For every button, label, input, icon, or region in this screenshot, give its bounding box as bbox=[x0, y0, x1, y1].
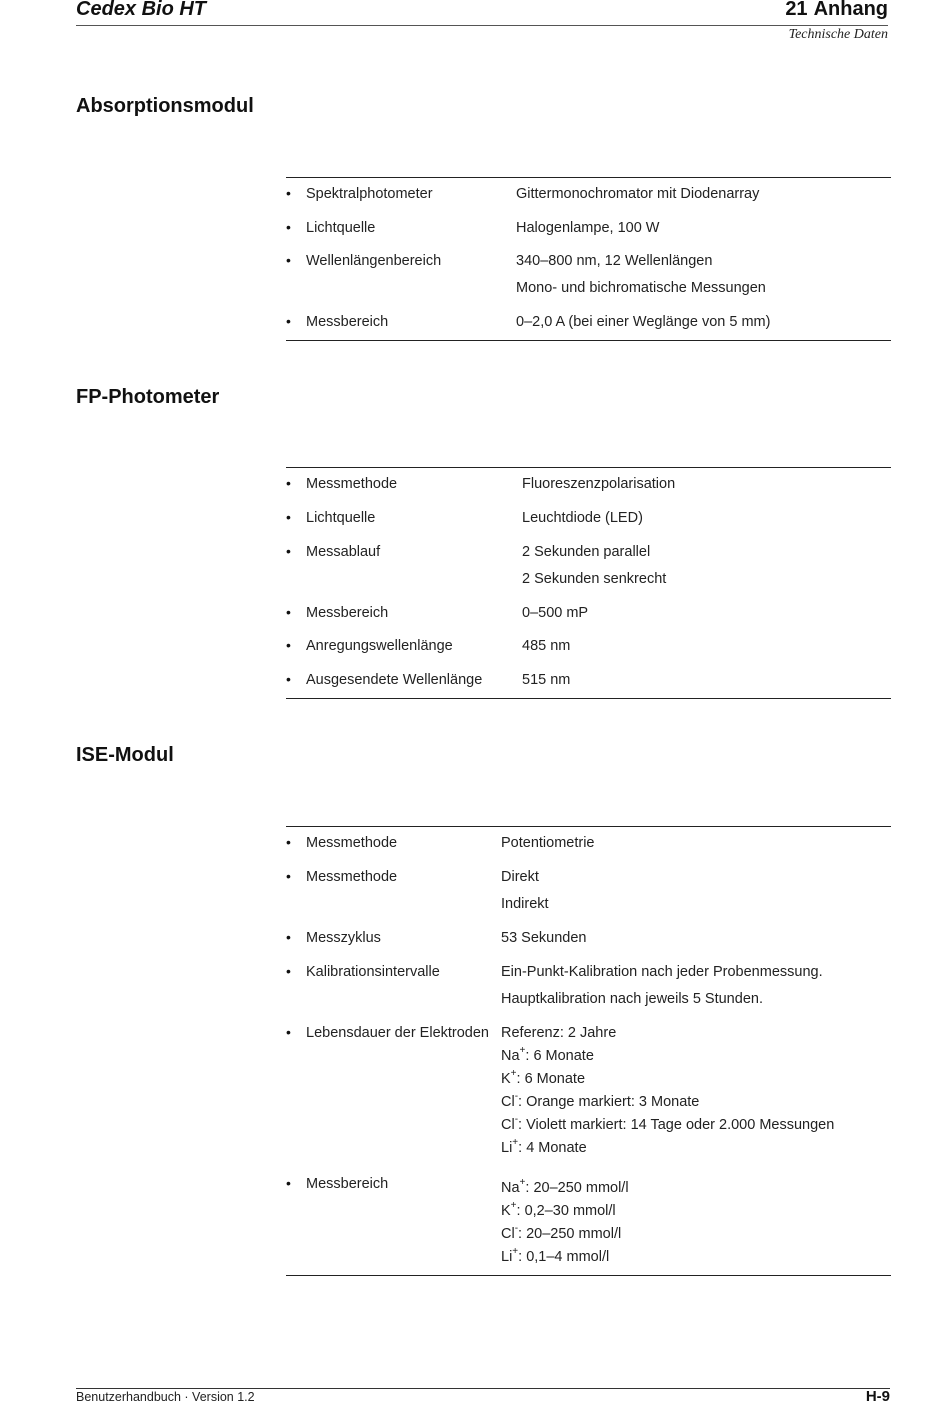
bullet-marker: • bbox=[286, 252, 291, 268]
ion-value: : 20–250 mmol/l bbox=[525, 1180, 629, 1196]
ion-symbol: Li bbox=[501, 1140, 513, 1156]
bullet-marker: • bbox=[286, 963, 291, 979]
document-title: Cedex Bio HT bbox=[76, 0, 207, 20]
spec-label: Ausgesendete Wellenlänge bbox=[306, 672, 483, 688]
spec-value-line bbox=[501, 1091, 700, 1110]
bullet-marker: • bbox=[286, 219, 291, 235]
spec-label: Messzyklus bbox=[306, 930, 381, 946]
spec-value-line: 0–500 mP bbox=[522, 605, 589, 621]
section-title-absorption: Absorptionsmodul bbox=[76, 95, 254, 117]
spec-value-line: Fluoreszenzpolarisation bbox=[522, 476, 676, 492]
bullet-marker: • bbox=[286, 185, 291, 201]
spec-value-line: Hauptkalibration nach jeweils 5 Stunden. bbox=[501, 991, 763, 1007]
bullet-marker: • bbox=[286, 313, 291, 329]
spec-label: Messmethode bbox=[306, 869, 398, 885]
spec-label: Lichtquelle bbox=[306, 220, 376, 236]
spec-value-line: 0–2,0 A (bei einer Weglänge von 5 mm) bbox=[516, 314, 771, 330]
ion-charge: - bbox=[514, 1114, 519, 1126]
ion-symbol: Li bbox=[501, 1249, 513, 1265]
spec-value-line: 340–800 nm, 12 Wellenlängen bbox=[516, 253, 713, 269]
ion-charge: - bbox=[514, 1091, 519, 1103]
ion-charge: + bbox=[510, 1200, 517, 1212]
spec-value-line bbox=[501, 1045, 594, 1064]
spec-label: Messmethode bbox=[306, 835, 398, 851]
footer-text: Benutzerhandbuch · Version 1.2 bbox=[76, 1390, 255, 1404]
bullet-marker: • bbox=[286, 543, 291, 559]
spec-label: Messbereich bbox=[306, 605, 389, 621]
ion-value: : 0,2–30 mmol/l bbox=[516, 1203, 616, 1219]
spec-label: Lebensdauer der Elektroden bbox=[306, 1025, 489, 1041]
ion-charge: + bbox=[519, 1177, 526, 1189]
ion-symbol: Referenz bbox=[501, 1025, 560, 1041]
ion-symbol: Na bbox=[501, 1048, 520, 1064]
ion-symbol: Cl bbox=[501, 1117, 515, 1133]
ion-symbol: K bbox=[501, 1071, 511, 1087]
spec-value-line: 2 Sekunden senkrecht bbox=[522, 571, 667, 587]
ion-symbol: K bbox=[501, 1203, 511, 1219]
spec-label: Messablauf bbox=[306, 544, 381, 560]
spec-label: Messmethode bbox=[306, 476, 398, 492]
spec-value-line bbox=[501, 1246, 610, 1265]
spec-label: Kalibrationsintervalle bbox=[306, 964, 440, 980]
spec-value-line: 2 Sekunden parallel bbox=[522, 544, 651, 560]
spec-value-line: 485 nm bbox=[522, 638, 571, 654]
footer-divider bbox=[76, 1388, 890, 1389]
spec-value-line: Leuchtdiode (LED) bbox=[522, 510, 643, 526]
ion-symbol: Na bbox=[501, 1180, 520, 1196]
spec-value-line: Ein-Punkt-Kalibration nach jeder Probenmessung. bbox=[501, 964, 823, 980]
ion-charge: + bbox=[512, 1137, 519, 1149]
ion-value: : 20–250 mmol/l bbox=[518, 1226, 622, 1242]
chapter-name: Anhang bbox=[813, 0, 888, 20]
ion-value: : Violett markiert: 14 Tage oder 2.000 Messungen bbox=[518, 1117, 835, 1133]
ion-charge: - bbox=[514, 1223, 519, 1235]
bullet-marker: • bbox=[286, 475, 291, 491]
ion-value: : 4 Monate bbox=[518, 1140, 587, 1156]
section-title-ise: ISE-Modul bbox=[76, 744, 174, 766]
chapter-heading bbox=[785, 0, 888, 21]
bullet-marker: • bbox=[286, 604, 291, 620]
spec-label: Wellenlängenbereich bbox=[306, 253, 442, 269]
spec-label: Spektralphotometer bbox=[306, 186, 433, 202]
spec-value-line bbox=[501, 1025, 616, 1041]
chapter-number: 21 bbox=[785, 0, 808, 20]
ion-value: : 2 Jahre bbox=[559, 1025, 617, 1041]
ion-value: : 6 Monate bbox=[525, 1048, 594, 1064]
spec-value-line bbox=[501, 1068, 586, 1087]
chapter-subtitle: Technische Daten bbox=[788, 27, 888, 42]
bullet-marker: • bbox=[286, 1024, 291, 1040]
spec-label: Messbereich bbox=[306, 1176, 389, 1192]
bullet-marker: • bbox=[286, 834, 291, 850]
spec-value-line: Indirekt bbox=[501, 896, 549, 912]
bullet-marker: • bbox=[286, 509, 291, 525]
ion-value: : 0,1–4 mmol/l bbox=[518, 1249, 610, 1265]
spec-table-ise bbox=[286, 826, 891, 1276]
ion-charge: + bbox=[512, 1246, 519, 1258]
spec-value-line: Mono- und bichromatische Messungen bbox=[516, 280, 766, 296]
bullet-marker: • bbox=[286, 1175, 291, 1191]
spec-value-line bbox=[501, 1223, 622, 1242]
spec-value-line: Halogenlampe, 100 W bbox=[516, 220, 660, 236]
spec-value-line bbox=[501, 1137, 587, 1156]
spec-value-line bbox=[501, 1114, 835, 1133]
ion-charge: + bbox=[510, 1068, 517, 1080]
spec-label: Messbereich bbox=[306, 314, 389, 330]
spec-value-line: Gittermonochromator mit Diodenarray bbox=[516, 186, 760, 202]
spec-value-line bbox=[501, 1177, 629, 1196]
header-divider bbox=[76, 25, 888, 26]
section-title-fp: FP-Photometer bbox=[76, 386, 220, 408]
ion-value: : 6 Monate bbox=[516, 1071, 586, 1087]
spec-label: Anregungswellenlänge bbox=[306, 638, 453, 654]
spec-table-absorption bbox=[286, 177, 891, 341]
spec-value-line bbox=[501, 1200, 616, 1219]
bullet-marker: • bbox=[286, 671, 291, 687]
spec-value-line: Direkt bbox=[501, 869, 539, 885]
ion-symbol: Cl bbox=[501, 1226, 515, 1242]
spec-value-line: 515 nm bbox=[522, 672, 571, 688]
ion-charge: + bbox=[519, 1045, 526, 1057]
ion-value: : Orange markiert: 3 Monate bbox=[518, 1094, 700, 1110]
bullet-marker: • bbox=[286, 929, 291, 945]
spec-value-line: 53 Sekunden bbox=[501, 930, 587, 946]
spec-label: Lichtquelle bbox=[306, 510, 376, 526]
bullet-marker: • bbox=[286, 868, 291, 884]
spec-table-fp bbox=[286, 467, 891, 699]
spec-value-line: Potentiometrie bbox=[501, 835, 595, 851]
ion-symbol: Cl bbox=[501, 1094, 515, 1110]
page-number: H-9 bbox=[865, 1388, 890, 1405]
bullet-marker: • bbox=[286, 637, 291, 653]
